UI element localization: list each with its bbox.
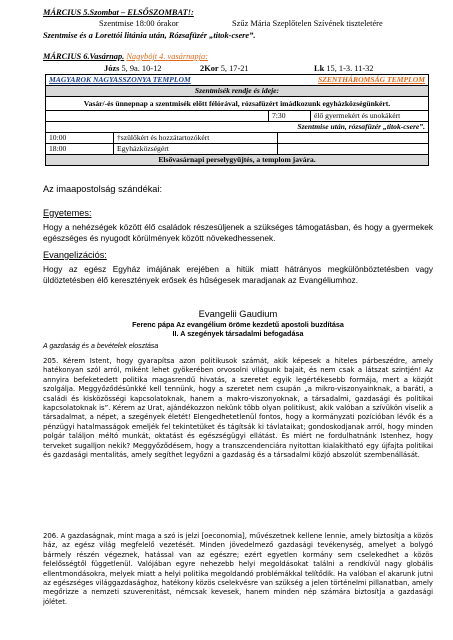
- row1-time: 7:30: [268, 111, 311, 121]
- churches-row: [46, 75, 429, 86]
- doc-section: II. A szegények társadalmi befogadása: [172, 329, 304, 338]
- doc-title: Evangelii Gaudium: [198, 308, 278, 319]
- evangel-heading: Evangelizációs:: [43, 250, 107, 260]
- reading-1-ref: 5, 9a. 10-12: [121, 64, 162, 73]
- schedule-title: Szentmisék rendje és ideje:: [46, 86, 429, 97]
- row4-text: Egyházközségért: [114, 144, 278, 154]
- mass-schedule-table: [45, 74, 429, 166]
- sunday-date: MÁRCIUS 6.Vasárnap.: [43, 52, 125, 61]
- row1-text: élő gyermekért és unokákért: [314, 111, 401, 120]
- mass-time: Szentmise 18:00 órakor: [99, 19, 179, 28]
- titok-csere-note: Szentmise után, rózsafüzér „titok-csere”.: [46, 122, 429, 133]
- sunday-heading: [43, 52, 208, 61]
- reading-2: [200, 64, 249, 73]
- reading-1-book: Józs: [104, 64, 120, 73]
- paragraph-206: 206. A gazdaságnak, mint maga a szó is jelzi [oeconomia], művészetnek kellene lennie, amely biztosítja a közös ház, az egész világ megfelelő vezetését. Minden jövedelmező gazdasági tevékenység, amelyet a bolygó bármely részén végeznek, hatással van az egészre; ezért egyetlen kormány sem cselekedhet a közös felelősségtől függetlenül. Valójában egyre nehezebb helyi megoldásokat találni a rendkívül nagy globális ellentmondásokra, melyek miatt a helyi politika megoldandó problémákkal telítődik. Ha valóban el akarunk jutni az egészséges világgazdasághoz, hatékony közös cselekvésre van szükség a jelen történelmi pillanatban, amely megőrizze a nemzeti szuverenitást, némcsak kevesek, hanem minden nép számára biztosítja a gazdasági jólétet.: [43, 532, 433, 606]
- general-heading: Egyetemes:: [43, 208, 92, 218]
- evangel-text: Hogy az egész Egyház imájának erejében a hitük miatt hátrányos megkülönböztetésben vagy üldöztetésben élő keresztények erősek és hűségesek maradjanak az Evangéliumhoz.: [43, 264, 433, 286]
- schedule-row-3: [46, 133, 429, 144]
- collection-note: Elsővasárnapi perselygyűjtés, a templom javára.: [46, 155, 429, 166]
- row3-text: †szülőkért és hozzátartozókért: [114, 133, 278, 143]
- mass-intention: Szűz Mária Szeplőtelen Szívének tiszteletére: [232, 19, 383, 28]
- schedule-row-4: [46, 144, 429, 155]
- doc-subtitle: Ferenc pápa Az evangélium öröme kezdetű apostoli buzdítása: [132, 320, 344, 329]
- intentions-title: Az imaapostolság szándékai:: [43, 184, 162, 194]
- reading-3: [314, 64, 374, 73]
- reading-1: [104, 64, 161, 73]
- reading-3-book: Lk: [314, 64, 325, 73]
- rosary-note: Vasár/-és ünnepnap a szentmisék előtt félórával, rózsafüzért imádkozunk egyházközségünkért.: [46, 97, 429, 111]
- general-text: Hogy a nehézségek között élő családok részesüljenek a szükséges támogatásban, és hogy a gyermekek egészséges és nyugodt körülmények között növekedhessenek.: [43, 222, 433, 244]
- litany-note: Szentmise és a Lorettói litánia után, Rózsafüzér „titok-csere”.: [43, 31, 256, 40]
- row3-time: 10:00: [46, 133, 114, 143]
- reading-3-ref: 15, 1-3. 11-32: [326, 64, 374, 73]
- sunday-title: Nagyböjt 4. vasárnapja:: [126, 52, 208, 61]
- church-1-label: MAGYAROK NAGYASSZONYA TEMPLOM: [46, 75, 238, 86]
- reading-2-book: 2Kor: [200, 64, 219, 73]
- row4-time: 18:00: [46, 144, 114, 154]
- church-2-label: SZENTHÁROMSÁG TEMPLOM: [237, 75, 429, 86]
- doc-subheading: A gazdaság és a bevételek elosztása: [43, 343, 159, 350]
- schedule-row-1: [46, 111, 429, 122]
- paragraph-205: 205. Kérem Istent, hogy gyarapítsa azon politikusok számát, akik képesek a hiteles párbeszédre, amely hatékonyan szól arról, miként lehet gyökerében orvosolni világunk bajait, és nem csak a látszat szintjén! Az annyira befeketedett politika magasrendű hivatás, a szeretet egyik legértékesebb formája, mert a közjót szolgálja. Meggyőződésünkké kell tennünk, hogy a szeretet nem csupán „a mikro-viszonyainknak, a baráti, a családi és kisközösségi kapcsolatoknak, hanem a makro-viszonyoknak, a társadalmi, gazdasági és politikai kapcsolatoknak is”. Kérem az Urat, ajándékozzon nekünk több olyan politikust, akik valóban a szívükön viselik a társadalmat, a népet, a szegények életét! Elengedhetetlenül fontos, hogy a kormányzati pozícióban lévők és a pénzügyi hatalmasságok emeljék fel tekintetüket és tágítsák ki távlataikat; gondoskodjanak arról, hogy minden polgár találjon méltó munkát, oktatást és egészségügyi ellátást. És miért ne fordulhatnánk Istenhez, hogy terveket sugalljon nekik? Meggyőződésem, hogy a transzcendenciára nyitottan kialakítható egy újfajta politikai és gazdasági mentalitás, amely segíthet legyőzni a gazdaság és a társadalmi közjó abszolút szembenállását.: [43, 357, 433, 460]
- first-saturday-heading: MÁRCIUS 5.Szombat – ELSŐSZOMBAT!:: [43, 8, 194, 17]
- reading-2-ref: 5, 17-21: [220, 64, 249, 73]
